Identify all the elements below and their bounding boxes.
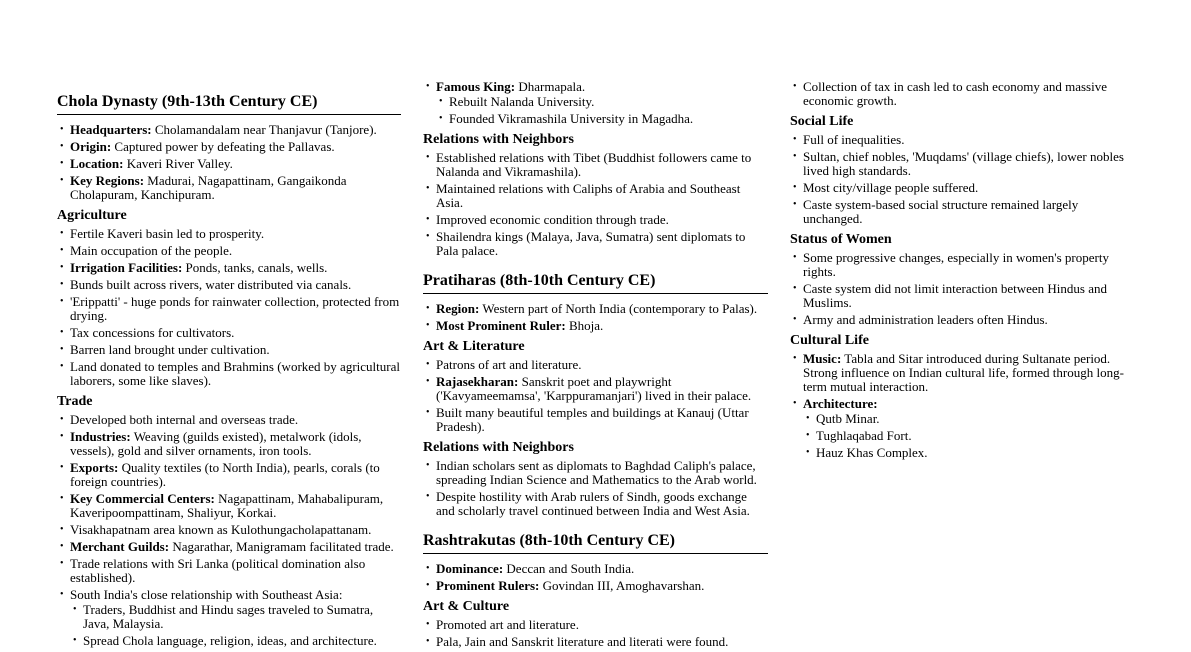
column-3: [790, 80, 1135, 463]
item-text: Kaveri River Valley.: [123, 156, 233, 171]
cultural-life-heading: Cultural Life: [790, 333, 869, 348]
list-item: • Sultan, chief nobles, 'Muqdams' (village chiefs), lower nobles lived high standards.: [790, 150, 1135, 178]
sub-list-item: • Spread Chola language, religion, ideas, and architecture.: [70, 634, 401, 648]
art-culture-list: [423, 618, 768, 649]
list-item: [57, 492, 401, 520]
list-item: [57, 523, 401, 537]
item-label: Famous King:: [436, 79, 516, 94]
item-text: Western part of North India (contemporary to Palas).: [479, 301, 758, 316]
item-text: Captured power by defeating the Pallavas.: [111, 139, 335, 154]
item-label: Architecture:: [803, 396, 878, 411]
item-text: Bunds built across rivers, water distributed via canals.: [70, 277, 352, 292]
pala-list: [423, 80, 768, 126]
item-label: Most Prominent Ruler:: [436, 318, 566, 333]
list-item: [423, 302, 768, 316]
item-text: Barren land brought under cultivation.: [70, 342, 270, 357]
list-item: • Maintained relations with Caliphs of Arabia and Southeast Asia.: [423, 182, 768, 210]
list-item: [57, 174, 401, 202]
item-label: Headquarters:: [70, 122, 152, 137]
sub-list-item: • Tughlaqabad Fort.: [803, 429, 1135, 443]
item-text: South India's close relationship with Southeast Asia:: [70, 587, 343, 602]
list-item: • Established relations with Tibet (Buddhist followers came to Nalanda and Vikramashila).: [423, 151, 768, 179]
item-text: Tax concessions for cultivators.: [70, 325, 235, 340]
list-item: [57, 278, 401, 292]
list-item: [57, 227, 401, 241]
relations-heading: Relations with Neighbors: [423, 132, 574, 147]
list-item: [57, 261, 401, 275]
item-label: Rajasekharan:: [436, 374, 519, 389]
list-item: [57, 557, 401, 585]
item-text: Bhoja.: [565, 318, 604, 333]
list-item: [57, 326, 401, 340]
list-item: [423, 579, 768, 593]
cultural-life-list: [790, 352, 1135, 460]
list-item: [423, 562, 768, 576]
status-of-women-heading: Status of Women: [790, 232, 892, 247]
item-text: Quality textiles (to North India), pearls, corals (to foreign countries).: [70, 460, 380, 489]
rashtrakutas-list: [423, 562, 768, 593]
list-item: [57, 295, 401, 323]
item-text: Trade relations with Sri Lanka (political domination also established).: [70, 556, 366, 585]
item-text: 'Erippatti' - huge ponds for rainwater collection, protected from drying.: [70, 294, 400, 323]
item-label: Exports:: [70, 460, 119, 475]
item-text: Ponds, tanks, canals, wells.: [182, 260, 328, 275]
list-item: • Caste system did not limit interaction between Hindus and Muslims.: [790, 282, 1135, 310]
list-item: [57, 244, 401, 258]
list-item: • Most city/village people suffered.: [790, 181, 1135, 195]
list-item: • Indian scholars sent as diplomats to Baghdad Caliph's palace, spreading Indian Science and Mathematics to the Arab world.: [423, 459, 768, 487]
list-item: • Pala, Jain and Sanskrit literature and literati were found.: [423, 635, 768, 649]
list-item: [57, 360, 401, 388]
status-of-women-list: [790, 251, 1135, 327]
trade-list: [57, 413, 401, 648]
item-label: Region:: [436, 301, 480, 316]
item-label: Irrigation Facilities:: [70, 260, 183, 275]
item-text: Cholamandalam near Thanjavur (Tanjore).: [151, 122, 377, 137]
item-text: Visakhapatnam area known as Kulothungacholapattanam.: [70, 522, 372, 537]
list-item: • Improved economic condition through trade.: [423, 213, 768, 227]
list-item: • Army and administration leaders often Hindus.: [790, 313, 1135, 327]
list-item: [423, 358, 768, 372]
column-1: [57, 92, 401, 651]
agriculture-heading: Agriculture: [57, 208, 127, 223]
item-label: Music:: [803, 351, 842, 366]
item-text: Nagarathar, Manigramam facilitated trade.: [169, 539, 394, 554]
item-text: Built many beautiful temples and buildings at Kanauj (Uttar Pradesh).: [436, 405, 749, 434]
list-item: [57, 413, 401, 427]
item-text: Govindan III, Amoghavarshan.: [539, 578, 705, 593]
pratiharas-list: [423, 302, 768, 333]
list-item: [57, 140, 401, 154]
list-item: [57, 343, 401, 357]
item-label: Origin:: [70, 139, 112, 154]
list-item: • Shailendra kings (Malaya, Java, Sumatra) sent diplomats to Pala palace.: [423, 230, 768, 258]
item-text: Developed both internal and overseas trade.: [70, 412, 299, 427]
list-item: [423, 80, 768, 126]
art-culture-heading: Art & Culture: [423, 599, 510, 614]
item-text: Sanskrit poet and playwright ('Kavyameemamsa', 'Karppuramanjari') lived in their palace.: [436, 374, 752, 403]
item-label: Key Regions:: [70, 173, 145, 188]
list-item: • Collection of tax in cash led to cash economy and massive economic growth.: [790, 80, 1135, 108]
list-item: [57, 540, 401, 554]
economy-list: [790, 80, 1135, 108]
list-item: [57, 430, 401, 458]
list-item: [57, 461, 401, 489]
sub-list-item: • Traders, Buddhist and Hindu sages traveled to Sumatra, Java, Malaysia.: [70, 603, 401, 631]
relations-list-2: [423, 459, 768, 518]
relations-list: [423, 151, 768, 258]
social-life-heading: Social Life: [790, 114, 854, 129]
item-text: Dharmapala.: [515, 79, 586, 94]
chola-list: [57, 123, 401, 202]
item-text: Deccan and South India.: [503, 561, 635, 576]
item-label: Location:: [70, 156, 124, 171]
list-item: [57, 123, 401, 137]
social-life-list: [790, 133, 1135, 226]
architecture-sublist: [803, 412, 1135, 460]
pala-sublist: [436, 95, 768, 126]
list-item: • Some progressive changes, especially in women's property rights.: [790, 251, 1135, 279]
sub-list-item: • Qutb Minar.: [803, 412, 1135, 426]
item-text: Fertile Kaveri basin led to prosperity.: [70, 226, 265, 241]
list-item: [57, 157, 401, 171]
column-2: [423, 80, 768, 652]
list-item: • Despite hostility with Arab rulers of Sindh, goods exchange and scholarly travel continued between India and West Asia.: [423, 490, 768, 518]
relations-heading-2: Relations with Neighbors: [423, 440, 574, 455]
list-item: [57, 588, 401, 648]
item-text: Weaving (guilds existed), metalwork (idols, vessels), gold and silver ornaments, iron tools.: [70, 429, 362, 458]
item-label: Dominance:: [436, 561, 504, 576]
sub-list-item: • Hauz Khas Complex.: [803, 446, 1135, 460]
list-item: • Promoted art and literature.: [423, 618, 768, 632]
sub-list-item: • Rebuilt Nalanda University.: [436, 95, 768, 109]
trade-heading: Trade: [57, 394, 93, 409]
list-item: [790, 397, 1135, 460]
item-text: Madurai, Nagapattinam, Gangaikonda Cholapuram, Kanchipuram.: [70, 173, 347, 202]
list-item: [423, 406, 768, 434]
item-text: Land donated to temples and Brahmins (worked by agricultural laborers, some like slaves).: [70, 359, 400, 388]
item-label: Industries:: [70, 429, 131, 444]
pratiharas-section-title: Pratiharas (8th-10th Century CE): [423, 271, 768, 294]
item-label: Key Commercial Centers:: [70, 491, 215, 506]
rashtrakutas-section-title: Rashtrakutas (8th-10th Century CE): [423, 531, 768, 554]
list-item: [790, 352, 1135, 394]
agriculture-list: [57, 227, 401, 388]
art-literature-heading: Art & Literature: [423, 339, 525, 354]
list-item: [423, 375, 768, 403]
art-literature-list: [423, 358, 768, 434]
item-text: Main occupation of the people.: [70, 243, 233, 258]
sub-list-item: • Founded Vikramashila University in Magadha.: [436, 112, 768, 126]
list-item: • Caste system-based social structure remained largely unchanged.: [790, 198, 1135, 226]
item-label: Prominent Rulers:: [436, 578, 540, 593]
list-item: [423, 319, 768, 333]
item-text: Tabla and Sitar introduced during Sultanate period. Strong influence on Indian cultural life, formed through long-term mutual interaction.: [803, 351, 1124, 394]
item-text: Patrons of art and literature.: [436, 357, 582, 372]
item-text: Nagapattinam, Mahabalipuram, Kaveripoompattinam, Shaliyur, Korkai.: [70, 491, 384, 520]
list-item: • Full of inequalities.: [790, 133, 1135, 147]
chola-section-title: Chola Dynasty (9th-13th Century CE): [57, 92, 401, 115]
item-label: Merchant Guilds:: [70, 539, 170, 554]
